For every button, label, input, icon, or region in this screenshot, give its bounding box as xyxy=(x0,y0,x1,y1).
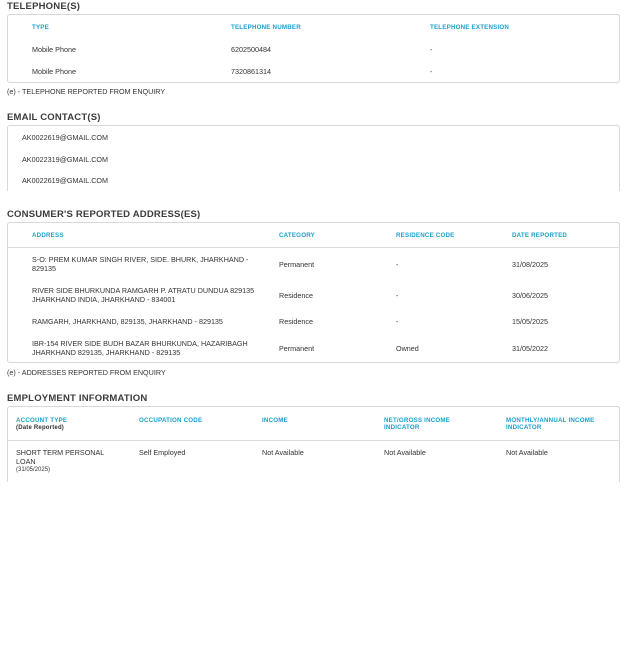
header-net-gross-income: NET/GROSS INCOME INDICATOR xyxy=(384,417,451,431)
telephones-title: TELEPHONE(S) xyxy=(7,1,81,12)
header-income: INCOME xyxy=(262,417,288,424)
phone-number: 7320861314 xyxy=(231,67,271,76)
header-occupation-code: OCCUPATION CODE xyxy=(139,417,203,424)
header-divider xyxy=(8,247,619,248)
email-item: AK0022619@GMAIL.COM xyxy=(22,133,108,142)
employment-monthly-annual: Not Available xyxy=(506,448,548,457)
header-monthly-annual-income: MONTHLY/ANNUAL INCOME INDICATOR xyxy=(506,417,595,431)
account-type-value: SHORT TERM PERSONAL LOAN xyxy=(16,448,105,466)
address-text: S-O: PREM KUMAR SINGH RIVER, SIDE. BHURK, JHARKHAND - 829135 xyxy=(32,255,249,273)
addresses-title: CONSUMER'S REPORTED ADDRESS(ES) xyxy=(7,209,201,220)
phone-number: 6202500484 xyxy=(231,45,271,54)
header-divider xyxy=(8,440,619,441)
header-type: TYPE xyxy=(32,24,49,31)
address-residence-code: - xyxy=(396,317,399,326)
address-date: 31/05/2022 xyxy=(512,344,548,353)
employment-net-gross: Not Available xyxy=(384,448,426,457)
employment-occupation: Self Employed xyxy=(139,448,186,457)
address-category: Residence xyxy=(279,291,313,300)
phone-type: Mobile Phone xyxy=(32,67,76,76)
address-date: 31/08/2025 xyxy=(512,260,548,269)
header-telephone-extension: TELEPHONE EXTENSION xyxy=(430,24,510,31)
phone-extension: - xyxy=(430,45,433,54)
header-date-reported-sub: (Date Reported) xyxy=(16,424,65,431)
address-residence-code: - xyxy=(396,260,399,269)
address-date: 15/05/2025 xyxy=(512,317,548,326)
employment-account-type xyxy=(16,448,121,475)
address-category: Residence xyxy=(279,317,313,326)
header-account-type xyxy=(16,418,67,432)
header-category: CATEGORY xyxy=(279,232,315,239)
emails-title: EMAIL CONTACT(S) xyxy=(7,112,101,123)
employment-income: Not Available xyxy=(262,448,304,457)
header-residence-code: RESIDENCE CODE xyxy=(396,232,455,239)
address-category: Permanent xyxy=(279,260,315,269)
address-date: 30/06/2025 xyxy=(512,291,548,300)
email-item: AK0022319@GMAIL.COM xyxy=(22,155,108,164)
addresses-table xyxy=(7,222,620,363)
employment-title: EMPLOYMENT INFORMATION xyxy=(7,393,148,404)
address-residence-code: - xyxy=(396,291,399,300)
address-text: IBR-154 RIVER SIDE BUDH BAZAR BHURKUNDA, HAZARIBAGH JHARKHAND 829135, JHARKHAND - 829135 xyxy=(32,339,248,357)
phone-extension: - xyxy=(430,67,433,76)
address-text: RIVER SIDE BHURKUNDA RAMGARH P. ATRATU DUNDUA 829135 JHARKHAND INDIA, JHARKHAND - 834001 xyxy=(32,286,255,304)
phone-type: Mobile Phone xyxy=(32,45,76,54)
header-date-reported: DATE REPORTED xyxy=(512,232,568,239)
address-text: RAMGARH, JHARKHAND, 829135, JHARKHAND - 829135 xyxy=(32,317,223,326)
telephones-table xyxy=(7,14,620,83)
addresses-note: (e) - ADDRESSES REPORTED FROM ENQUIRY xyxy=(7,368,166,377)
account-date-value: (31/05/2025) xyxy=(16,467,51,473)
header-address: ADDRESS xyxy=(32,232,64,239)
header-telephone-number: TELEPHONE NUMBER xyxy=(231,24,301,31)
telephones-note: (e) - TELEPHONE REPORTED FROM ENQUIRY xyxy=(7,87,166,96)
employment-table xyxy=(7,406,620,482)
address-residence-code: Owned xyxy=(396,344,419,353)
address-category: Permanent xyxy=(279,344,315,353)
email-item: AK0022619@GMAIL.COM xyxy=(22,176,108,185)
header-account-type-label: ACCOUNT TYPE xyxy=(16,417,68,424)
